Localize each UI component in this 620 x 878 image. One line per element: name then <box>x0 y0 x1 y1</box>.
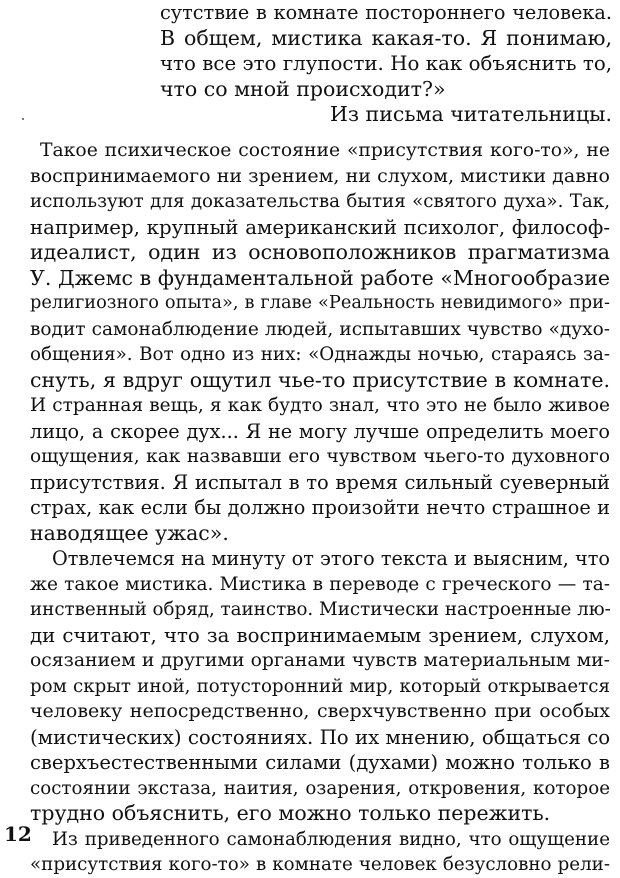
text-line: используют для доказательства бытия «святого духа». Так, <box>30 191 610 212</box>
text-line: страх, как если бы должно произойти нечто страшное и <box>30 496 610 519</box>
text-line: осязанием и другими органами чувств материальным ми- <box>30 650 610 671</box>
text-line: трудно объяснить, его можно только пережить. <box>30 801 551 825</box>
text-line: ром скрыт иной, потусторонний мир, который открывается <box>30 675 610 697</box>
text-line: воспринимаемого ни зрением, ни слухом, мистики давно <box>30 164 610 187</box>
text-line: например, крупный американский психолог, философ- <box>30 215 610 239</box>
text-line: инственный обряд, таинство. Мистически настроенные лю- <box>30 599 611 620</box>
text-line: снуть, я вдруг ощутил чье-то присутствие в комнате. <box>30 367 610 392</box>
text-line: ди считают, что за воспринимаемым зрением, слухом, <box>30 623 610 647</box>
page-number: 12 <box>4 822 32 846</box>
text-line: человеку непосредственно, сверхчувственно при особых <box>30 700 610 722</box>
text-line: Отвлечемся на минуту от этого текста и выясним, что <box>52 547 610 570</box>
text-line: ощущения, как назвавши его чувством чьего-то духовного <box>30 446 610 467</box>
text-line: состоянии экстаза, наития, озарения, откровения, которое <box>30 777 610 799</box>
text-line: У. Джемс в фундаментальной работе «Многообразие <box>30 265 610 290</box>
print-speck <box>22 118 24 120</box>
paragraph-3 <box>30 827 610 878</box>
text-line: присутствия. Я испытал в то время сильный суеверный <box>30 470 610 494</box>
quote-line: что все это глупости. Но как объяснить то, <box>160 52 612 75</box>
text-line: общения». Вот одно из них: «Однажды ночью, стараясь за- <box>30 344 610 365</box>
text-line: И странная вещь, я как будто знал, что это не было живое <box>30 395 610 416</box>
text-line: «присутствия кого-то» в комнате человек безусловно рели- <box>30 854 610 875</box>
text-line: Такое психическое состояние «присутствия кого-то», не <box>40 140 610 161</box>
text-line: лицо, а скорее дух... Я не могу лучше определить моего <box>30 419 610 443</box>
text-line: идеалист, один из основоположников прагматизма <box>30 240 610 264</box>
quote-line: В общем, мистика какая-то. Я понимаю, <box>160 25 612 50</box>
body-text <box>30 138 610 878</box>
quote-attribution: Из письма читательницы. <box>329 102 612 126</box>
epigraph-quote <box>160 0 612 128</box>
text-line: Из приведенного самонаблюдения видно, что ощущение <box>52 828 610 850</box>
paragraph-1 <box>30 138 610 546</box>
paragraph-2 <box>30 546 610 827</box>
text-line: религиозного опыта», в главе «Реальность невидимого» при- <box>30 293 610 313</box>
text-line: наводящее ужас». <box>30 520 229 545</box>
quote-line: что со мной происходит?» <box>160 76 446 101</box>
text-line: же такое мистика. Мистика в переводе с греческого — та- <box>30 573 610 595</box>
text-line: (мистических) состояниях. По их мнению, общаться со <box>30 725 611 749</box>
quote-line: сутствие в комнате постороннего человека. <box>160 1 612 24</box>
text-line: сверхъестественными силами (духами) можно только в <box>30 751 610 774</box>
text-line: водит самонаблюдение людей, испытавших чувство «духо- <box>30 318 610 340</box>
